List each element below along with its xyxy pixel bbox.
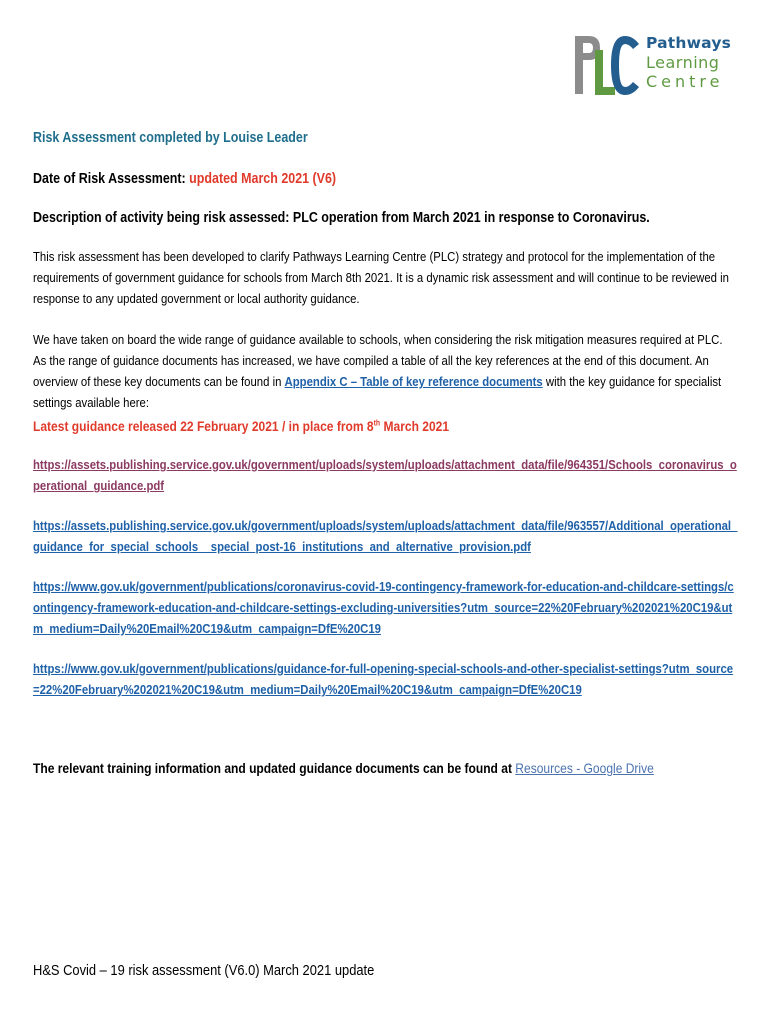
date-label: Date of Risk Assessment: [33, 171, 190, 187]
guidance-link-2-wrap [33, 515, 738, 557]
training-resources-line [33, 760, 654, 776]
activity-description: Description of activity being risk assessed: PLC operation from March 2021 in response to Coronavirus. [33, 210, 650, 226]
date-value: updated March 2021 (V6) [189, 171, 337, 187]
guidance-link-1[interactable]: https://assets.publishing.service.gov.uk/government/uploads/system/uploads/attachment_data/file/964351/Schools_coronavirus_operational_guidance.pdf [33, 457, 737, 493]
guidance-link-2[interactable]: https://assets.publishing.service.gov.uk/government/uploads/system/uploads/attachment_data/file/963557/Additional_operational_guidance_for_special_schools__special_post-16_institutions_and_alternative_provision.pdf [33, 518, 738, 554]
plc-logo-wordmark [646, 34, 731, 91]
page-footer: H&S Covid – 19 risk assessment (V6.0) March 2021 update [33, 962, 375, 979]
guidance-link-3[interactable]: https://www.gov.uk/government/publications/coronavirus-covid-19-contingency-framework-for-education-and-childcare-settings/contingency-framework-education-and-childcare-settings-excluding-universities?utm_source=22%20February%202021%20C19&utm_medium=Daily%20Email%20C19&utm_campaign=DfE%20C19 [33, 579, 734, 636]
guidance-link-4[interactable]: https://www.gov.uk/government/publications/guidance-for-full-opening-special-schools-and-other-specialist-settings?utm_source=22%20February%202021%20C19&utm_medium=Daily%20Email%20C19&utm_campaign=DfE%20C19 [33, 661, 734, 697]
intro-paragraph: This risk assessment has been developed to clarify Pathways Learning Centre (PLC) strategy and protocol for the implementation of the requirements of government guidance for schools from March 8th 2021. It is a dynamic risk assessment and will continue to be reviewed in response to any updated government or local authority guidance. [33, 249, 729, 306]
logo-word-pathways: Pathways [646, 34, 732, 52]
logo-word-learning: Learning [646, 53, 720, 72]
guidance-paragraph-start: We have taken on board the wide range of guidance available to schools, when considering the risk mitigation measures required at PLC. As the range of guidance documents has increased, we have compiled a table of all the key references at the end of this document. An overview of these key documents can be found in [33, 332, 723, 389]
appendix-c-link[interactable]: Appendix C – Table of key reference documents [284, 374, 543, 389]
logo-word-centre: Centre [646, 72, 724, 91]
plc-logo-mark [573, 32, 641, 100]
guidance-link-4-wrap [33, 658, 738, 700]
completed-by-heading: Risk Assessment completed by Louise Leader [33, 130, 308, 146]
latest-guidance-heading [33, 418, 449, 434]
training-text: The relevant training information and updated guidance documents can be found at [33, 760, 516, 776]
guidance-link-3-wrap [33, 576, 738, 639]
guidance-paragraph-end: with the key guidance for specialist settings available here: [33, 374, 722, 410]
latest-guidance-text-end: March 2021 [380, 418, 450, 434]
resources-google-drive-link[interactable]: Resources - Google Drive [515, 760, 654, 776]
guidance-paragraph [33, 329, 738, 413]
plc-logo [573, 30, 732, 104]
risk-assessment-date [33, 171, 336, 187]
latest-guidance-text: Latest guidance released 22 February 2021 / in place from 8 [33, 418, 374, 434]
guidance-link-1-wrap [33, 454, 738, 496]
latest-guidance-sup: th [373, 418, 381, 428]
